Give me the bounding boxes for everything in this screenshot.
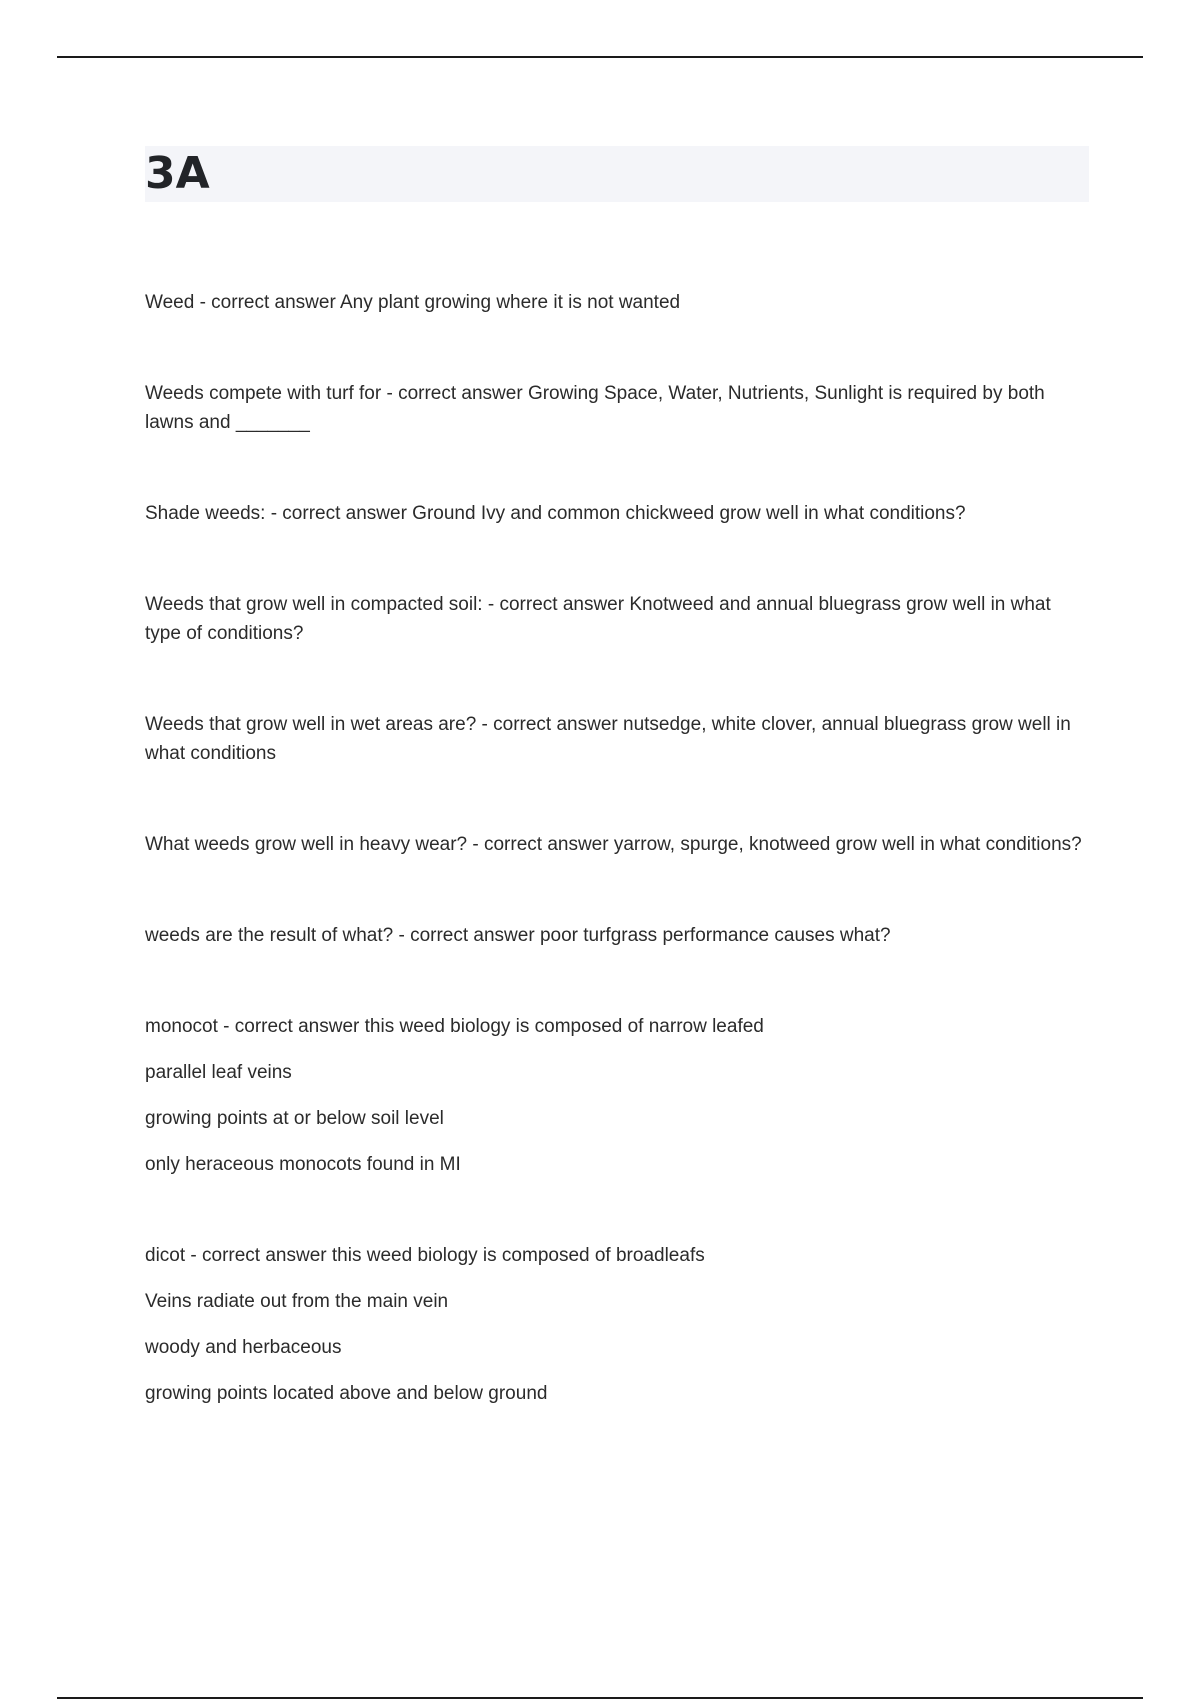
- flashcard-term-answer: dicot - correct answer this weed biology is composed of broadleafs: [145, 1245, 705, 1266]
- flashcard-term-answer: Shade weeds: - correct answer Ground Ivy and common chickweed grow well in what conditions?: [145, 503, 966, 524]
- flashcard-term-answer: weeds are the result of what? - correct answer poor turfgrass performance causes what?: [145, 925, 891, 946]
- flashcard-term-answer: Weeds that grow well in compacted soil: - correct answer Knotweed and annual bluegrass grow well in what type of conditions?: [145, 594, 1051, 644]
- flashcard-item: [145, 1012, 1089, 1179]
- flashcard-item: [145, 590, 1089, 648]
- flashcard-item: [145, 379, 1089, 437]
- flashcard-term-answer: monocot - correct answer this weed biology is composed of narrow leafed: [145, 1016, 764, 1037]
- flashcard-term-answer: What weeds grow well in heavy wear? - correct answer yarrow, spurge, knotweed grow well in what conditions?: [145, 834, 1082, 855]
- flashcard-item: [145, 830, 1089, 859]
- flashcard-item: [145, 710, 1089, 768]
- page-title: 3A: [145, 148, 210, 199]
- flashcard-term-answer: Weeds that grow well in wet areas are? - correct answer nutsedge, white clover, annual bluegrass grow well in what conditions: [145, 714, 1071, 764]
- bottom-rule: [57, 1697, 1143, 1699]
- flashcard-detail-line: Veins radiate out from the main vein: [145, 1291, 449, 1312]
- flashcard-detail-line: growing points at or below soil level: [145, 1108, 444, 1129]
- flashcard-detail-line: only heraceous monocots found in MI: [145, 1154, 461, 1175]
- flashcard-term-answer: Weeds compete with turf for - correct answer Growing Space, Water, Nutrients, Sunlight is required by both lawns and _______: [145, 383, 1045, 433]
- top-rule: [57, 56, 1143, 58]
- flashcard-term-answer: Weed - correct answer Any plant growing where it is not wanted: [145, 292, 681, 313]
- flashcard-detail-line: growing points located above and below ground: [145, 1383, 548, 1404]
- flashcard-detail-line: woody and herbaceous: [145, 1337, 342, 1358]
- flashcard-item: [145, 288, 1089, 317]
- flashcard-item: [145, 921, 1089, 950]
- flashcard-detail-line: parallel leaf veins: [145, 1062, 292, 1083]
- flashcard-list: [145, 288, 1089, 1470]
- flashcard-item: [145, 1241, 1089, 1408]
- flashcard-item: [145, 499, 1089, 528]
- title-background: [145, 146, 1089, 202]
